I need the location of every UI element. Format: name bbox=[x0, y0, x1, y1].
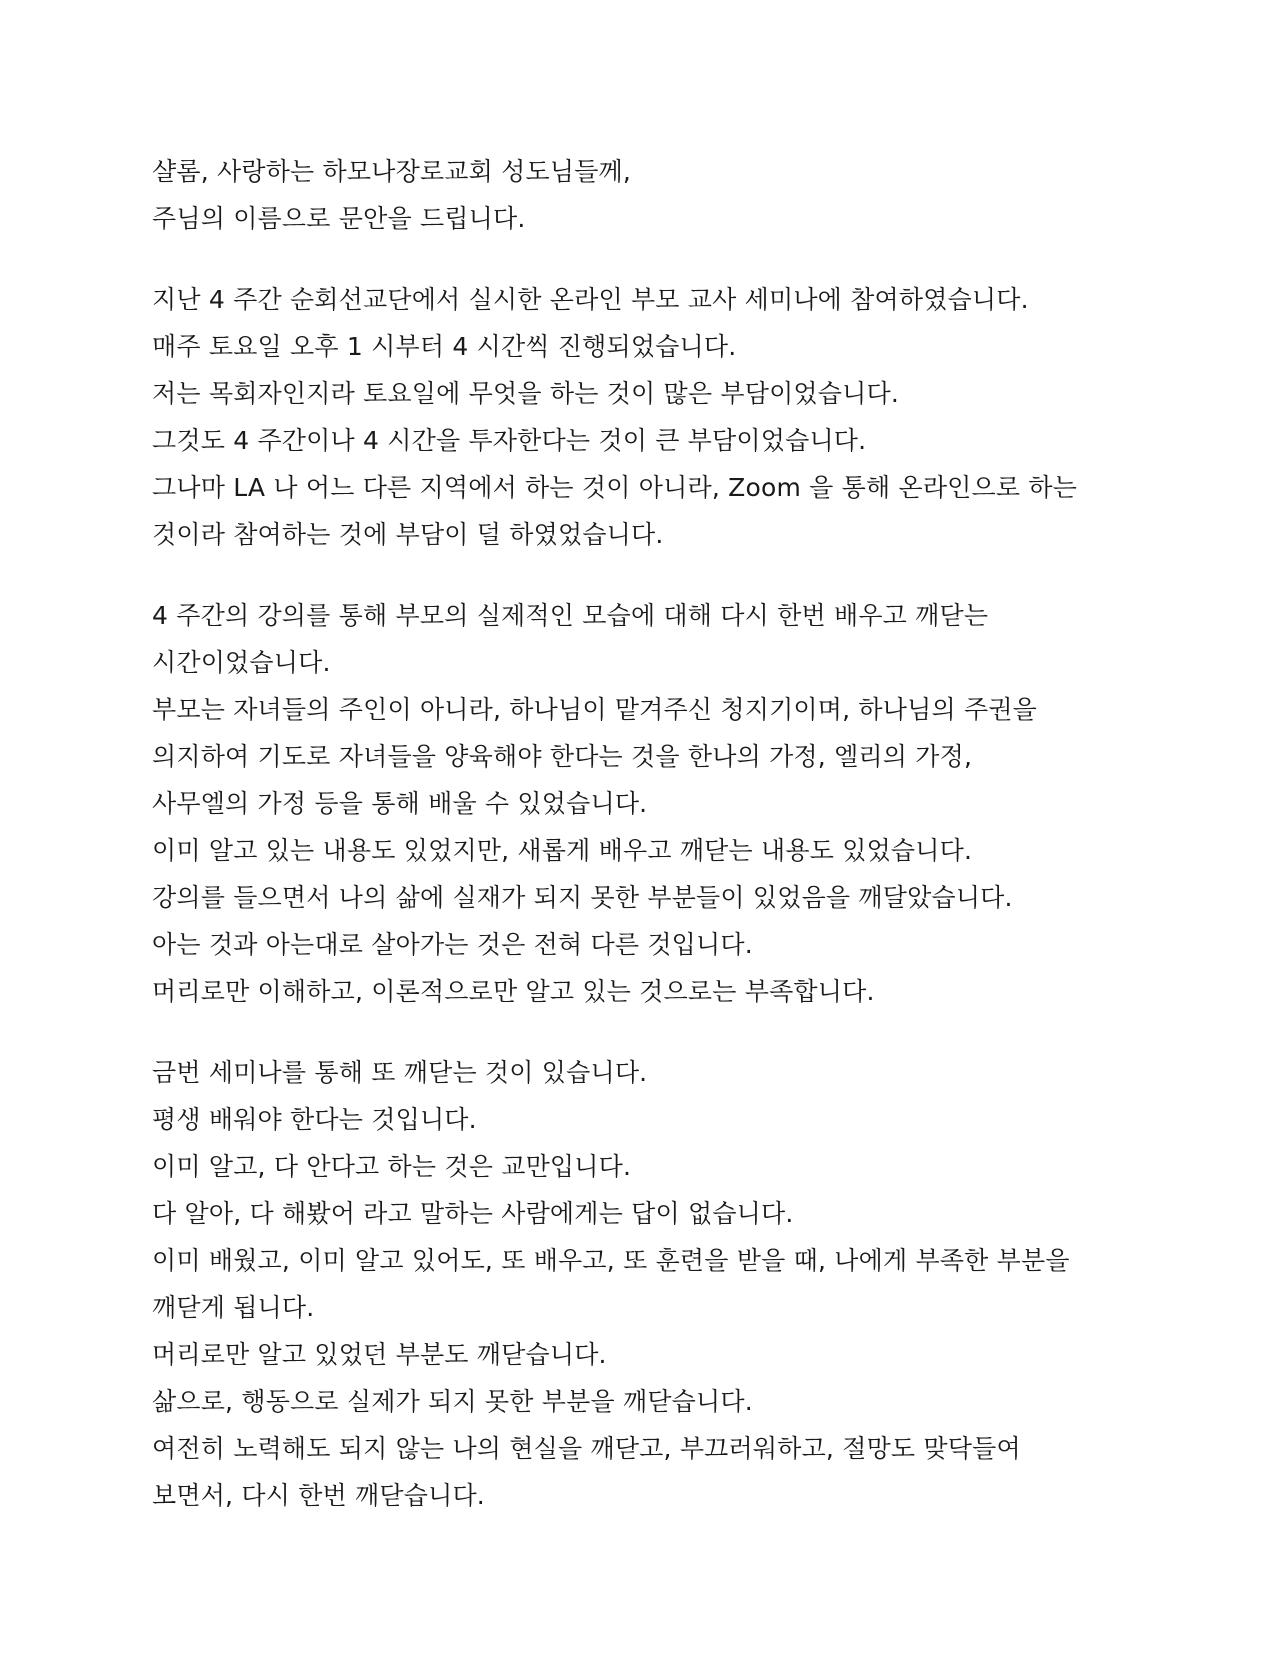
text-line: 이미 알고 있는 내용도 있었지만, 새롭게 배우고 깨닫는 내용도 있었습니다. bbox=[152, 836, 973, 865]
text-line: 의지하여 기도로 자녀들을 양육해야 한다는 것을 한나의 가정, 엘리의 가정, bbox=[152, 742, 973, 771]
text-line: 다 알아, 다 해봤어 라고 말하는 사람에게는 답이 없습니다. bbox=[152, 1199, 794, 1228]
paragraph-seminar-intro bbox=[152, 276, 1152, 558]
text-line: 매주 토요일 오후 1 시부터 4 시간씩 진행되었습니다. bbox=[152, 332, 737, 361]
text-line: 사무엘의 가정 등을 통해 배울 수 있었습니다. bbox=[152, 789, 648, 818]
text-line: 그것도 4 주간이나 4 시간을 투자한다는 것이 큰 부담이었습니다. bbox=[152, 426, 867, 455]
paragraph-lifelong-learning bbox=[152, 1049, 1152, 1519]
paragraph-greeting bbox=[152, 148, 1152, 242]
letter-body bbox=[152, 148, 1152, 1519]
text-line: 부모는 자녀들의 주인이 아니라, 하나님이 맡겨주신 청지기이며, 하나님의 주권을 bbox=[152, 695, 1038, 724]
text-line: 머리로만 알고 있었던 부분도 깨닫습니다. bbox=[152, 1340, 607, 1369]
text-line: 시간이었습니다. bbox=[152, 648, 331, 677]
text-line: 머리로만 이해하고, 이론적으로만 알고 있는 것으로는 부족합니다. bbox=[152, 977, 875, 1006]
text-line: 4 주간의 강의를 통해 부모의 실제적인 모습에 대해 다시 한번 배우고 깨닫는 bbox=[152, 601, 989, 630]
text-line: 평생 배워야 한다는 것입니다. bbox=[152, 1105, 477, 1134]
text-line: 삶으로, 행동으로 실제가 되지 못한 부분을 깨닫습니다. bbox=[152, 1387, 753, 1416]
text-line: 이미 배웠고, 이미 알고 있어도, 또 배우고, 또 훈련을 받을 때, 나에게 부족한 부분을 bbox=[152, 1246, 1070, 1275]
text-line: 주님의 이름으로 문안을 드립니다. bbox=[152, 204, 526, 233]
text-line: 저는 목회자인지라 토요일에 무엇을 하는 것이 많은 부담이었습니다. bbox=[152, 379, 899, 408]
text-line: 지난 4 주간 순회선교단에서 실시한 온라인 부모 교사 세미나에 참여하였습니다. bbox=[152, 285, 1029, 314]
text-line: 아는 것과 아는대로 살아가는 것은 전혀 다른 것입니다. bbox=[152, 930, 753, 959]
text-line: 여전히 노력해도 되지 않는 나의 현실을 깨닫고, 부끄러워하고, 절망도 맞닥들여 bbox=[152, 1434, 1021, 1463]
text-line: 금번 세미나를 통해 또 깨닫는 것이 있습니다. bbox=[152, 1058, 648, 1087]
text-line: 이미 알고, 다 안다고 하는 것은 교만입니다. bbox=[152, 1152, 632, 1181]
text-line: 깨닫게 됩니다. bbox=[152, 1293, 315, 1322]
paragraph-lessons bbox=[152, 592, 1152, 1015]
text-line: 그나마 LA 나 어느 다른 지역에서 하는 것이 아니라, Zoom 을 통해 온라인으로 하는 bbox=[152, 473, 1078, 502]
text-line: 샬롬, 사랑하는 하모나장로교회 성도님들께, bbox=[152, 157, 632, 186]
text-line: 보면서, 다시 한번 깨닫습니다. bbox=[152, 1481, 485, 1510]
text-line: 강의를 들으면서 나의 삶에 실재가 되지 못한 부분들이 있었음을 깨달았습니다. bbox=[152, 883, 1013, 912]
text-line: 것이라 참여하는 것에 부담이 덜 하였었습니다. bbox=[152, 520, 664, 549]
